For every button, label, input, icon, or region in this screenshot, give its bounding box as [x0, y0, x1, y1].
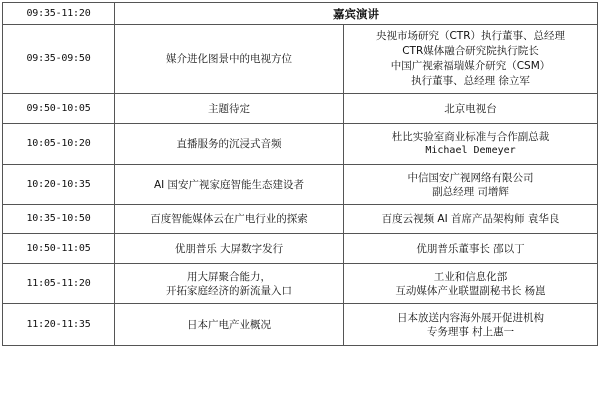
speaker-info	[344, 165, 598, 205]
speaker-line: 专务理事 村上惠一	[426, 325, 515, 338]
table-row	[3, 165, 598, 205]
speaker-line: CTR媒体融合研究院执行院长	[402, 45, 539, 57]
talk-topic-line: 日本广电产业概况	[187, 318, 271, 331]
header-time: 09:35-11:20	[3, 3, 115, 25]
speaker-info	[344, 205, 598, 234]
speaker-line: 中国广视索福瑞媒介研究（CSM）	[390, 60, 551, 72]
talk-topic-line: 开拓家庭经济的新流量入口	[166, 284, 292, 297]
table-row	[3, 124, 598, 165]
time-slot: 09:50-10:05	[3, 94, 115, 124]
talk-topic	[115, 25, 344, 94]
talk-topic	[115, 205, 344, 234]
time-slot: 11:05-11:20	[3, 264, 115, 304]
speaker-info	[344, 94, 598, 124]
talk-topic	[115, 124, 344, 165]
talk-topic	[115, 234, 344, 264]
talk-topic-line: 主题待定	[208, 102, 250, 115]
time-slot: 10:35-10:50	[3, 205, 115, 234]
talk-topic-line: 用大屏聚合能力，	[187, 270, 271, 283]
table-row	[3, 205, 598, 234]
talk-topic-line: 媒介进化图景中的电视方位	[166, 53, 292, 65]
speaker-info	[344, 234, 598, 264]
speaker-line: 互动媒体产业联盟副秘书长 杨崑	[395, 284, 546, 297]
table-row	[3, 234, 598, 264]
speaker-line: 中信国安广视网络有限公司	[407, 171, 534, 184]
speaker-line: 北京电视台	[444, 102, 497, 115]
time-slot: 09:35-09:50	[3, 25, 115, 94]
header-row	[3, 3, 598, 25]
speaker-line: 执行董事、总经理 徐立军	[411, 75, 530, 87]
schedule-table	[2, 2, 598, 346]
speaker-line: 央视市场研究（CTR）执行董事、总经理	[375, 30, 566, 42]
speaker-info	[344, 304, 598, 346]
time-slot: 11:20-11:35	[3, 304, 115, 346]
talk-topic	[115, 304, 344, 346]
speaker-info	[344, 124, 598, 165]
talk-topic-line: AI 国安广视家庭智能生态建设者	[153, 178, 305, 191]
table-row	[3, 304, 598, 346]
talk-topic-line: 直播服务的沉浸式音频	[176, 138, 282, 150]
speaker-info	[344, 25, 598, 94]
speaker-line: 工业和信息化部	[433, 270, 508, 283]
speaker-line: 副总经理 司增辉	[432, 185, 509, 198]
speaker-line: 优朋普乐董事长 邵以丁	[416, 242, 525, 255]
table-row	[3, 94, 598, 124]
time-slot: 10:05-10:20	[3, 124, 115, 165]
table-row	[3, 264, 598, 304]
talk-topic-line: 百度智能媒体云在广电行业的探索	[150, 213, 308, 225]
speaker-line: 杜比实验室商业标准与合作副总裁	[391, 131, 550, 143]
speaker-line: 百度云视频 AI 首席产品架构师 袁华良	[381, 213, 560, 225]
speaker-line: 日本放送内容海外展开促进机构	[397, 311, 544, 324]
talk-topic-line: 优朋普乐 大屏数字发行	[174, 242, 284, 255]
section-heading: 嘉宾演讲	[115, 3, 598, 25]
time-slot: 10:50-11:05	[3, 234, 115, 264]
speaker-info	[344, 264, 598, 304]
speaker-line: Michael Demeyer	[425, 145, 516, 156]
time-slot: 10:20-10:35	[3, 165, 115, 205]
talk-topic	[115, 264, 344, 304]
talk-topic	[115, 94, 344, 124]
table-row	[3, 25, 598, 94]
talk-topic	[115, 165, 344, 205]
